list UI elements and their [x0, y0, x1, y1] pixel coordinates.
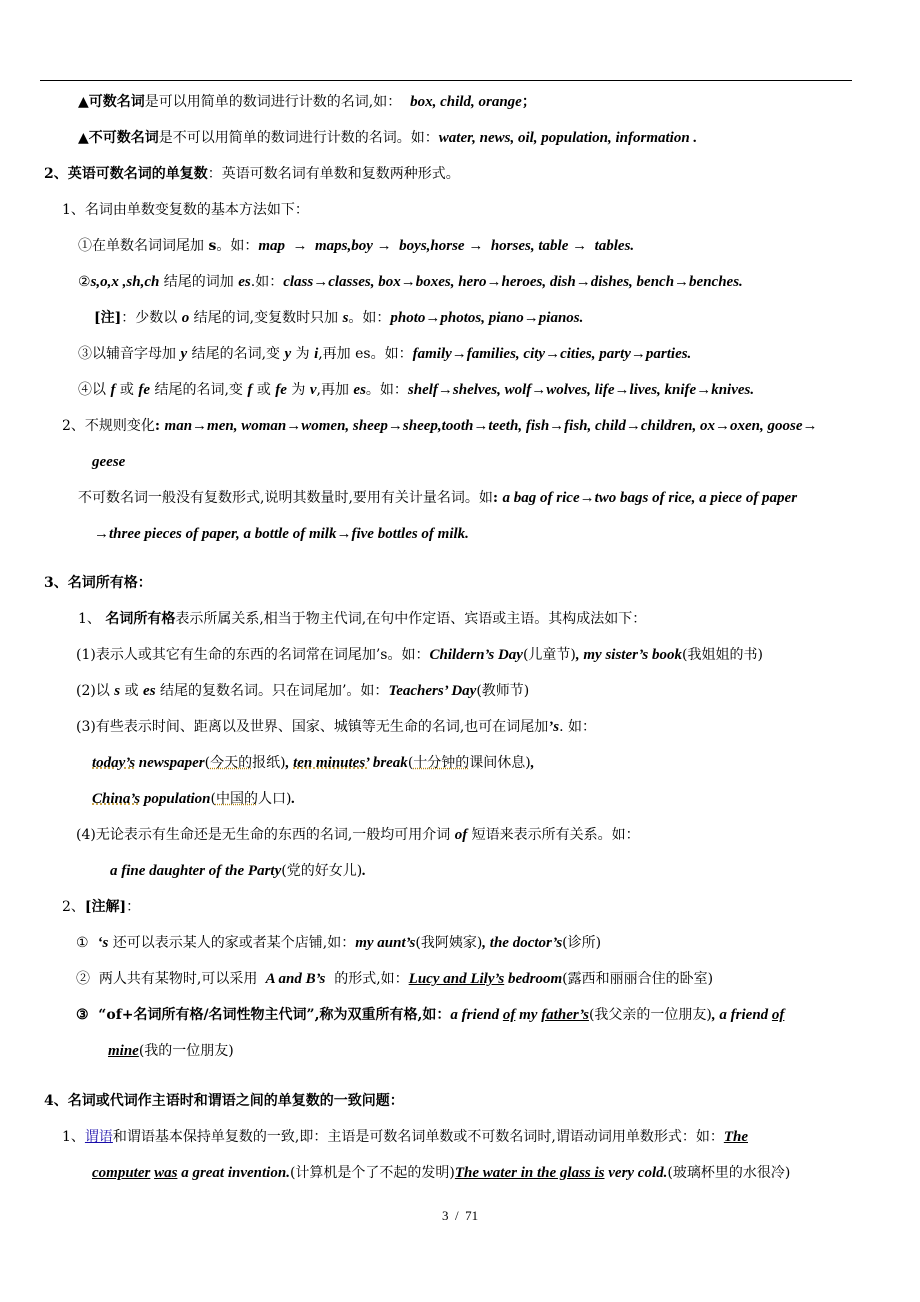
heading-3: 3、名词所有格： [44, 575, 152, 591]
header-rule [40, 80, 852, 81]
heading-2: 2、英语可数名词的单复数：英语可数名词有单数和复数两种形式。 [44, 166, 460, 182]
line: (2)以 s 或 es 结尾的复数名词。只在词尾加’。如：Teachers’ Day(教师节) [76, 683, 530, 699]
line: ①在单数名词词尾加 s。如：map → maps,boy → boys,horse → horses, table → tables. [78, 238, 635, 254]
line: mine(我的一位朋友) [108, 1043, 234, 1059]
line: 不可数名词一般没有复数形式,说明其数量时,要用有关计量名词。如: a bag of rice→two bags of rice, a piece of paper [78, 490, 798, 506]
line: ① ‘s 还可以表示某人的家或者某个店铺,如：my aunt’s(我阿姨家), the doctor’s(诊所) [76, 935, 602, 951]
line: (1)表示人或其它有生命的东西的名词常在词尾加’s。如：Childern’s Day(儿童节), my sister’s book(我姐姐的书) [76, 647, 763, 663]
line: a fine daughter of the Party(党的好女儿). [110, 863, 366, 879]
line: (3)有些表示时间、距离以及世界、国家、城镇等无生命的名词,也可在词尾加’s. 如： [76, 719, 597, 735]
line: geese [92, 454, 126, 470]
line: 1、 名词所有格表示所属关系,相当于物主代词,在句中作定语、宾语或主语。其构成法如下： [78, 611, 647, 627]
line-uncountable: ▲不可数名词是不可以用简单的数词进行计数的名词。如：water, news, oil, population, information . [78, 130, 698, 146]
page-footer [0, 1208, 920, 1224]
line: 1、名词由单数变复数的基本方法如下： [62, 202, 309, 218]
line: ② 两人共有某物时,可以采用 A and B’s 的形式,如：Lucy and Lily’s bedroom(露西和丽丽合住的卧室) [76, 971, 714, 987]
line: [注]：少数以 o 结尾的词,变复数时只加 s。如：photo→photos, piano→pianos. [94, 310, 584, 326]
page-separator: / [454, 1208, 459, 1223]
line: computer was a great invention.(计算机是个了不起的发明)The water in the glass is very cold.(玻璃杯里的水很冷) [92, 1165, 791, 1181]
line: →three pieces of paper, a bottle of milk→five bottles of milk. [94, 526, 469, 542]
line: (4)无论表示有生命还是无生命的东西的名词,一般均可用介词 of 短语来表示所有关系。如： [76, 827, 640, 843]
line: ③ “of+名词所有格/名词性物主代词”,称为双重所有格,如：a friend of my father’s(我父亲的一位朋友), a friend of [76, 1007, 785, 1023]
line: 1、谓语和谓语基本保持单复数的一致,即：主语是可数名词单数或不可数名词时,谓语动词用单数形式：如：The [62, 1129, 748, 1145]
line: 2、不规则变化: man→men, woman→women, sheep→sheep,tooth→teeth, fish→fish, child→children, ox→oxen, goose→ [62, 418, 818, 434]
line: 2、[注解]： [62, 899, 141, 915]
page-number: 3 [441, 1208, 449, 1223]
heading-4: 4、名词或代词作主语时和谓语之间的单复数的一致问题： [44, 1093, 404, 1109]
line: ②s,o,x ,sh,ch 结尾的词加 es.如：class→classes, box→boxes, hero→heroes, dish→dishes, bench→benches. [78, 274, 743, 290]
line: ③以辅音字母加 y 结尾的名词,变 y 为 i,再加 es。如：family→families, city→cities, party→parties. [78, 346, 692, 362]
link-weiyu[interactable]: 谓语 [84, 1129, 113, 1145]
line: China’s population(中国的人口). [92, 791, 296, 807]
page-total: 71 [465, 1208, 479, 1223]
line: today’s newspaper(今天的报纸), ten minutes’ break(十分钟的课间休息), [92, 755, 535, 771]
line-countable: ▲可数名词是可以用简单的数词进行计数的名词,如： box, child, orange； [78, 94, 536, 110]
line: ④以 f 或 fe 结尾的名词,变 f 或 fe 为 v,再加 es。如：shelf→shelves, wolf→wolves, life→lives, knife→knives. [78, 382, 755, 398]
